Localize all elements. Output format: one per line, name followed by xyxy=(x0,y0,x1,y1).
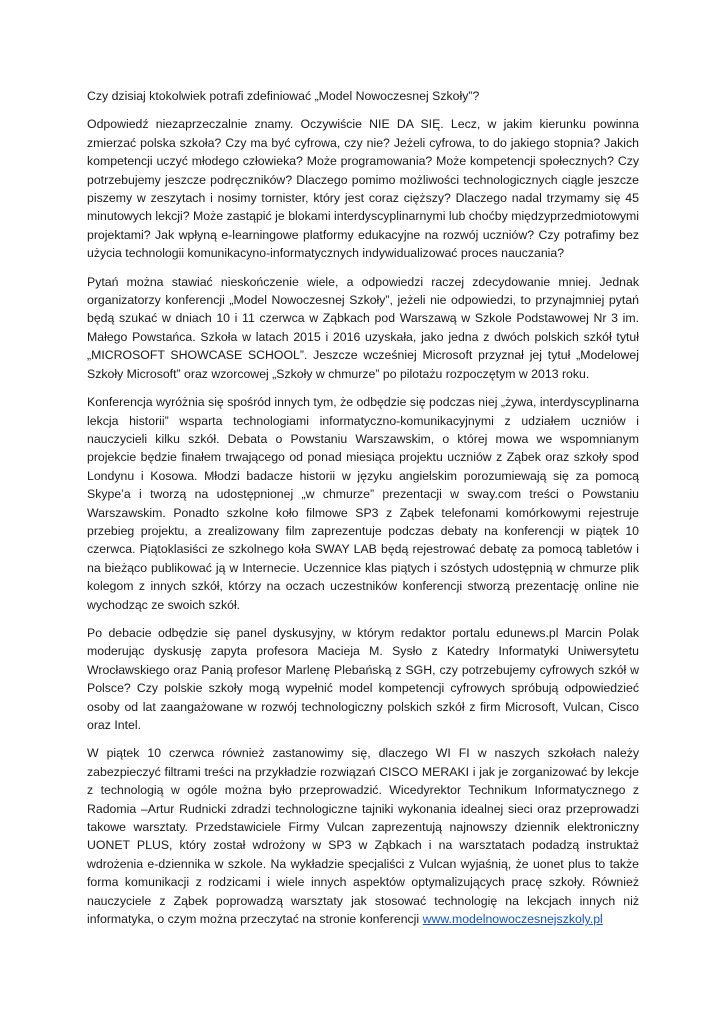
conference-link[interactable]: www.modelnowoczesnejszkoly.pl xyxy=(422,912,603,927)
paragraph-wifi xyxy=(87,744,639,928)
paragraph-wifi-text: W piątek 10 czerwca również zastanowimy się, dlaczego WI FI w naszych szkołach należy zabezpieczyć filtrami treści na przykładzie rozwiązań CISCO MERAKI i jak je zorganizować by lekcje z technologią w ogóle można było przeprowadzić. Wicedyrektor Technikum Informatycznego z Radomia –Artur Rudnicki zdradzi technologiczne tajniki wykonania idealnej sieci oraz przeprowadzi takowe warsztaty. Przedstawiciele Firmy Vulcan zaprezentują najnowszy dziennik elektroniczny UONET PLUS, który został wdrożony w SP3 w Ząbkach i na warsztatach podadzą instruktaż wdrożenia e-dziennika w szkole. Na wykładzie specjaliści z Vulcan wyjaśnią, że uonet plus to także forma komunikacji z rodzicami i wiele innych aspektów optymalizujących pracę szkoły. Również nauczyciele z Ząbek poprowadzą warsztaty jak stosować technologię na lekcjach innych niż informatyka, o czym można przeczytać na stronie konferencji xyxy=(87,746,639,927)
paragraph-panel: Po debacie odbędzie się panel dyskusyjny, w którym redaktor portalu edunews.pl Marcin Polak moderując dyskusję zapyta profesora Macieja M. Sysło z Katedry Informatyki Uniwersytetu Wrocławskiego oraz Panią profesor Marlenę Plebańską z SGH, czy potrzebujemy cyfrowych szkół w Polsce? Czy polskie szkoły mogą wypełnić model kompetencji cyfrowych spróbują odpowiedzieć osoby od lat zaangażowane w rozwój technologiczny polskich szkół z firm Microsoft, Vulcan, Cisco oraz Intel. xyxy=(87,625,639,732)
paragraph-history-lesson: Konferencja wyróżnia się spośród innych tym, że odbędzie się podczas niej „żywa, interdyscyplinarna lekcja historii” wsparta technologiami informatyczno-komunikacyjnymi z udziałem uczniów i nauczycieli kilku szkół. Debata o Powstaniu Warszawskim, o której mowa we wspomnianym projekcie będzie finałem trwającego od ponad miesiąca projektu uczniów z Ząbek oraz szkoły spod Londynu i Kosowa. Młodzi badacze historii w języku angielskim porozumiewają się za pomocą Skype’a i tworzą na udostępnionej „w chmurze” prezentacji w sway.com treści o Powstaniu Warszawskim. Ponadto szkolne koło filmowe SP3 z Ząbek telefonami komórkowymi rejestruje przebieg projektu, a zrealizowany film zaprezentuje podczas debaty na konferencji w piątek 10 czerwca. Piątoklasiści ze szkolnego koła SWAY LAB będą rejestrować debatę za pomocą tabletów i na bieżąco publikować ją w Internecie. Uczennice klas piątych i szóstych udostępnią w chmurze plik kolegom z innych szkół, którzy na oczach uczestników konferencji stworzą prezentację online nie wychodząc ze swoich szkół. xyxy=(87,395,639,612)
document-page xyxy=(87,87,639,938)
intro-question: Czy dzisiaj ktokolwiek potrafi zdefiniować „Model Nowoczesnej Szkoły”? xyxy=(87,89,480,103)
paragraph-organizers: Pytań można stawiać nieskończenie wiele, a odpowiedzi raczej zdecydowanie mniej. Jednak organizatorzy konferencji „Model Nowoczesnej Szkoły”, jeżeli nie odpowiedzi, to przynajmniej pytań będą szukać w dniach 10 i 11 czerwca w Ząbkach pod Warszawą w Szkole Podstawowej Nr 3 im. Małego Powstańca. Szkoła w latach 2015 i 2016 uzyskała, jako jedna z dwóch polskich szkół tytuł „MICROSOFT SHOWCASE SCHOOL”. Jeszcze wcześniej Microsoft przyznał jej tytuł „Modelowej Szkoły Microsoft” oraz wzorcowej „Szkoły w chmurze” po pilotażu rozpoczętym w 2013 roku. xyxy=(87,274,639,381)
paragraph-questions: Odpowiedź niezaprzeczalnie znamy. Oczywiście NIE DA SIĘ. Lecz, w jakim kierunku powinna zmierzać polska szkoła? Czy ma być cyfrowa, czy nie? Jeżeli cyfrowa, to do jakiego stopnia? Jakich kompetencji uczyć młodego człowieka? Może programowania? Może kompetencji społecznych? Czy potrzebujemy jeszcze podręczników? Dlaczego pomimo możliwości technologicznych ciągle jeszcze piszemy w zeszytach i nosimy tornister, który jest coraz cięższy? Dlaczego nadal trzymamy się 45 minutowych lekcji? Może zastąpić je blokami interdyscyplinarnymi lub choćby międzyprzedmiotowymi projektami? Jak wpłyną e-learningowe platformy edukacyjne na rozwój uczniów? Czy potrafimy bez użycia technologii komunikacyno-informatycznych indywidualizować proces nauczania? xyxy=(87,117,639,261)
